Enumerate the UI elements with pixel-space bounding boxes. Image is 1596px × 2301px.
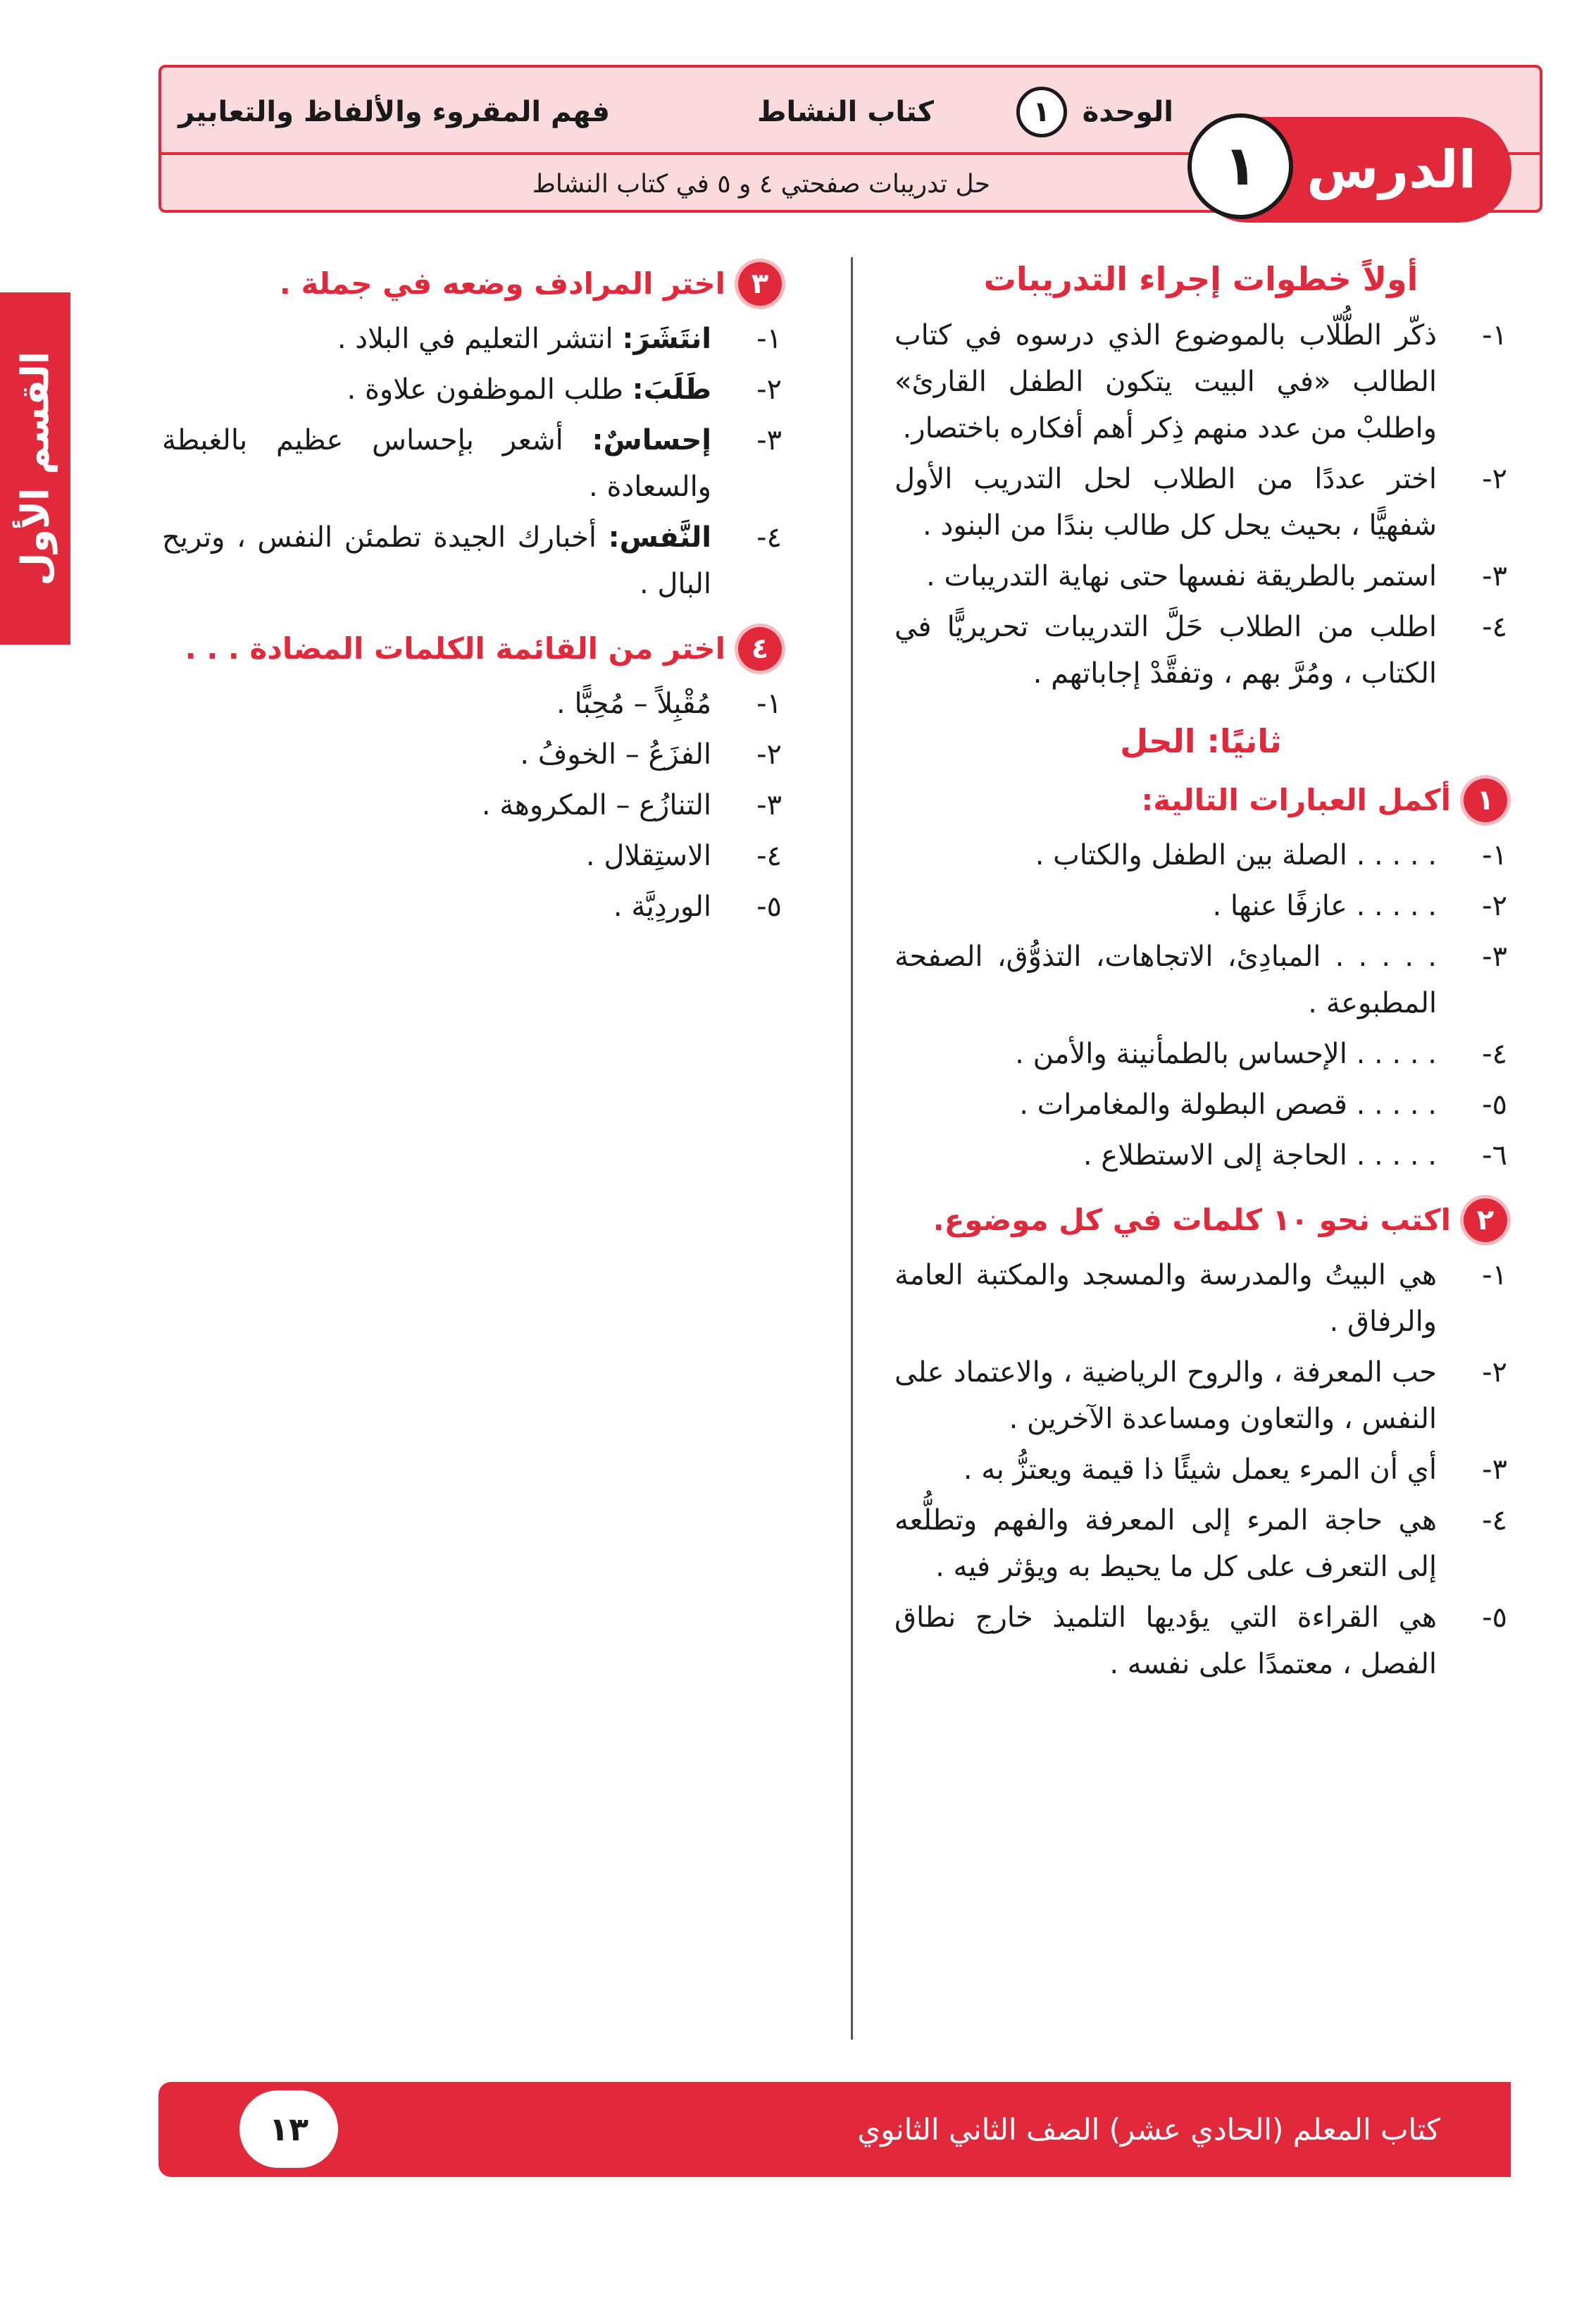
item-keyword: إحساسٌ:	[592, 424, 711, 457]
list-item	[162, 681, 782, 727]
list-item	[894, 1132, 1507, 1179]
item-text: اطلب من الطلاب حَلَّ التدريبات تحريريًّا في الكتاب ، ومُرَّ بهم ، وتفقَّدْ إجاباتهم .	[894, 611, 1437, 690]
item-keyword: انتَشَرَ:	[622, 323, 711, 355]
left-column	[162, 261, 782, 934]
right-column	[894, 250, 1507, 1692]
list-item	[894, 604, 1507, 697]
item-text: الوردِيَّة .	[613, 891, 711, 923]
item-number: ٣-	[1482, 1453, 1507, 1486]
section-side-tab	[0, 292, 70, 645]
list-item	[162, 417, 782, 510]
exercise-number-badge: ٣	[738, 262, 782, 306]
item-text: الفزَعُ – الخوفُ .	[520, 738, 711, 771]
list-item	[894, 1594, 1507, 1687]
item-text: هي القراءة التي يؤديها التلميذ خارج نطاق الفصل ، معتمدًا على نفسه .	[894, 1601, 1437, 1680]
exercise-3-list	[162, 316, 782, 607]
item-text: هي حاجة المرء إلى المعرفة والفهم وتطلُّعه إلى التعرف على كل ما يحيط به ويؤثر فيه .	[894, 1504, 1437, 1583]
list-item	[162, 514, 782, 607]
item-text: حب المعرفة ، والروح الرياضية ، والاعتماد على النفس ، والتعاون ومساعدة الآخرين .	[894, 1356, 1437, 1435]
item-number: ١-	[756, 688, 782, 720]
item-text: . . . . . قصص البطولة والمغامرات .	[1019, 1089, 1437, 1121]
item-number: ٤-	[1482, 1504, 1507, 1537]
item-number: ١-	[1482, 319, 1507, 352]
exercise-title: اختر من القائمة الكلمات المضادة . . .	[185, 631, 725, 666]
item-number: ١-	[756, 323, 782, 355]
item-number: ٤-	[1482, 611, 1507, 643]
item-number: ١-	[1482, 839, 1507, 872]
item-number: ٤-	[756, 840, 782, 872]
lesson-header	[158, 65, 1542, 213]
list-item	[162, 316, 782, 362]
unit-number-badge: ١	[1016, 87, 1067, 137]
item-number: ٣-	[756, 789, 782, 821]
exercise-1-heading	[894, 777, 1507, 824]
page-footer	[158, 2082, 1511, 2177]
solution-title: ثانيًا: الحل	[1120, 722, 1282, 760]
exercise-title: اكتب نحو ١٠ كلمات في كل موضوع.	[933, 1203, 1451, 1237]
item-number: ٣-	[1482, 941, 1507, 973]
lesson-badge	[1195, 117, 1511, 223]
list-item	[894, 1031, 1507, 1077]
item-number: ٥-	[1482, 1601, 1507, 1634]
lesson-word: الدرس	[1307, 139, 1476, 200]
item-number: ٢-	[1482, 890, 1507, 922]
item-number: ٥-	[756, 891, 782, 923]
list-item	[894, 553, 1507, 600]
exercise-number-badge: ١	[1464, 779, 1507, 822]
exercise-4-list	[162, 681, 782, 930]
exercise-title: اختر المرادف وضعه في جملة .	[279, 266, 725, 301]
item-text: طلب الموظفون علاوة .	[347, 373, 632, 406]
item-keyword: النَّفس:	[608, 521, 711, 554]
unit-label-group	[1016, 80, 1173, 144]
list-item	[894, 1349, 1507, 1442]
item-number: ١-	[1482, 1259, 1507, 1291]
item-text: التنازُع – المكروهة .	[481, 789, 711, 821]
list-item	[894, 1081, 1507, 1128]
item-text: . . . . . عازفًا عنها .	[1212, 890, 1437, 922]
list-item	[162, 883, 782, 930]
item-text: هي البيتُ والمدرسة والمسجد والمكتبة العامة والرفاق .	[894, 1259, 1437, 1338]
item-text: . . . . . المبادِئ، الاتجاهات، التذوُّق، الصفحة المطبوعة .	[894, 941, 1437, 1019]
exercise-4-heading	[162, 626, 782, 672]
list-item	[894, 1446, 1507, 1493]
item-text: انتشر التعليم في البلاد .	[337, 323, 623, 355]
list-item	[894, 1252, 1507, 1345]
item-text: الاستِقلال .	[585, 840, 711, 872]
unit-label: الوحدة	[1082, 96, 1173, 128]
exercise-number-badge: ٢	[1464, 1198, 1507, 1242]
item-number: ٢-	[756, 373, 782, 406]
lesson-number: ١	[1187, 113, 1293, 219]
section-side-tab-label: القسم الأول	[13, 351, 58, 586]
steps-title: أولاً خطوات إجراء التدريبات	[983, 260, 1419, 298]
item-text: . . . . . الحاجة إلى الاستطلاع .	[1083, 1139, 1437, 1172]
column-divider	[851, 257, 853, 2040]
item-number: ٣-	[756, 424, 782, 457]
item-number: ٤-	[756, 521, 782, 554]
exercise-2-list	[894, 1252, 1507, 1687]
list-item	[894, 312, 1507, 452]
list-item	[894, 934, 1507, 1027]
list-item	[894, 832, 1507, 879]
item-text: أي أن المرء يعمل شيئًا ذا قيمة ويعتزُّ به .	[963, 1453, 1437, 1486]
item-text: . . . . . الصلة بين الطفل والكتاب .	[1035, 839, 1437, 872]
list-item	[162, 366, 782, 413]
book-label: كتاب النشاط	[756, 96, 934, 128]
item-text: ذكّر الطُّلّاب بالموضوع الذي درسوه في كتاب الطالب «في البيت يتكون الطفل القارئ» واطلبْ من عدد منهم ذِكر أهم أفكاره باختصار.	[894, 319, 1437, 445]
list-item	[894, 883, 1507, 929]
list-item	[894, 456, 1507, 549]
header-subtitle: حل تدريبات صفحتي ٤ و ٥ في كتاب النشاط	[532, 169, 990, 199]
item-number: ٢-	[1482, 463, 1507, 495]
item-text: استمر بالطريقة نفسها حتى نهاية التدريبات .	[926, 560, 1437, 593]
item-number: ٦-	[1482, 1139, 1507, 1172]
item-number: ٤-	[1482, 1038, 1507, 1070]
item-keyword: طَلَبَ:	[632, 373, 711, 406]
item-text: أشعر بإحساس عظيم بالغبطة والسعادة .	[162, 424, 711, 503]
exercise-number-badge: ٤	[738, 627, 782, 671]
list-item	[162, 731, 782, 778]
item-text: مُقْبِلاً – مُحِبًّا .	[556, 688, 711, 720]
item-number: ٢-	[756, 738, 782, 771]
item-text: . . . . . الإحساس بالطمأنينة والأمن .	[1015, 1038, 1437, 1070]
item-text: أخبارك الجيدة تطمئن النفس ، وتريح البال .	[162, 521, 711, 600]
exercise-2-heading	[894, 1197, 1507, 1243]
steps-list	[894, 312, 1507, 697]
page-number: ١٣	[239, 2090, 338, 2168]
list-item	[894, 1497, 1507, 1590]
list-item	[162, 782, 782, 829]
exercise-3-heading	[162, 261, 782, 307]
exercise-1-list	[894, 832, 1507, 1179]
exercise-title: أكمل العبارات التالية:	[1141, 783, 1451, 817]
item-text: اختر عددًا من الطلاب لحل التدريب الأول شفهيًّا ، بحيث يحل كل طالب بندًا من البنود .	[894, 463, 1437, 542]
item-number: ٢-	[1482, 1356, 1507, 1389]
list-item	[162, 833, 782, 879]
item-number: ٥-	[1482, 1089, 1507, 1121]
item-number: ٣-	[1482, 560, 1507, 593]
topic-label: فهم المقروء والألفاظ والتعابير	[178, 96, 610, 128]
footer-text: كتاب المعلم (الحادي عشر) الصف الثاني الثانوي	[857, 2112, 1440, 2147]
